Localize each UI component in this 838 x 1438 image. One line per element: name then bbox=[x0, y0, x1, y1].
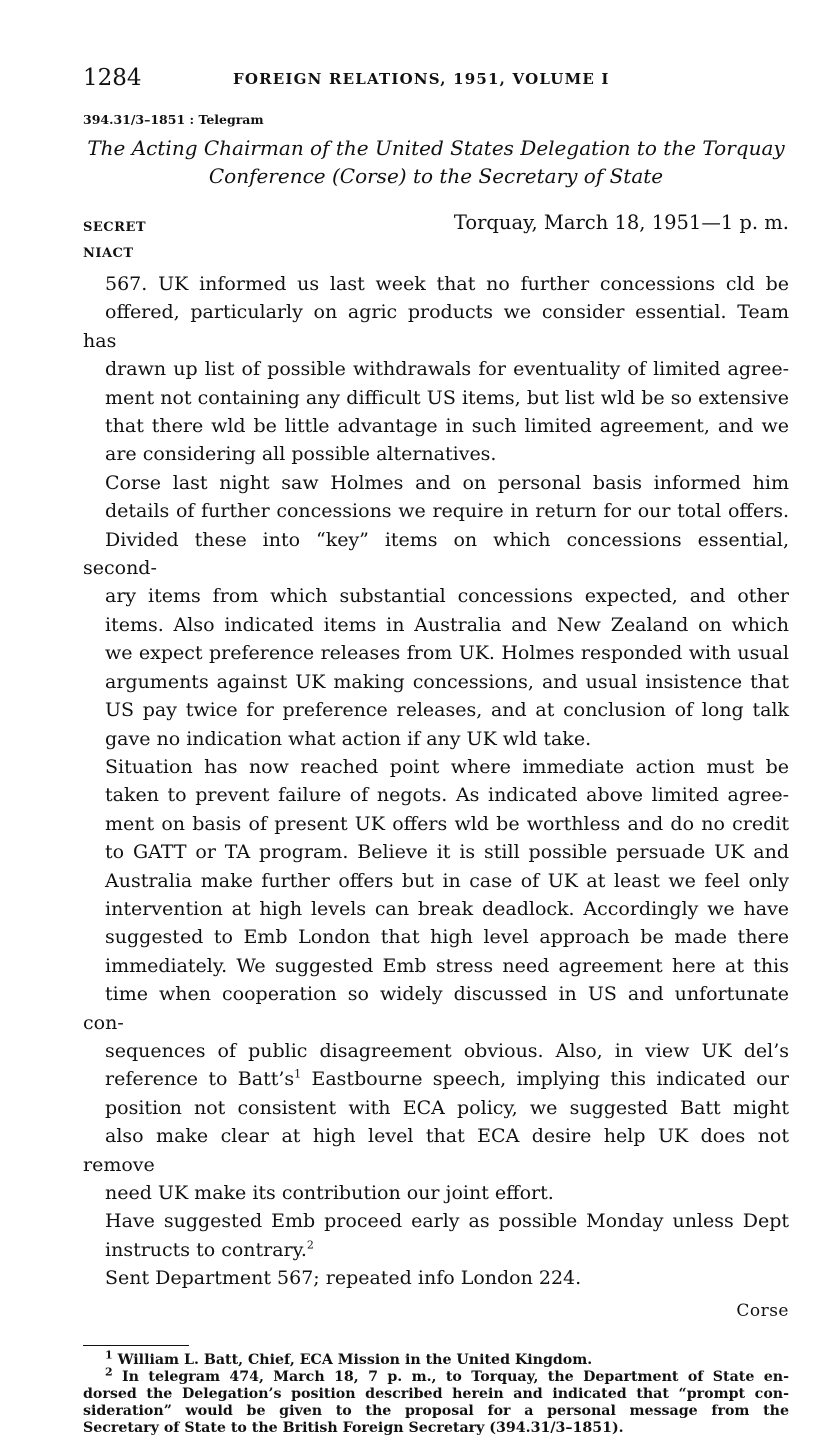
footnote-number: 1 bbox=[105, 1347, 113, 1361]
text-line: offered, particularly on agric products we consider essential. Team has bbox=[83, 301, 789, 352]
text-line: time when cooperation so widely discussed in US and unfortunate con- bbox=[83, 983, 789, 1034]
text-line: 567. UK informed us last week that no further concessions cld be bbox=[105, 273, 789, 295]
document-title-line: The Acting Chairman of the United States Delegation to the Torquay bbox=[87, 136, 785, 160]
file-reference: 394.31/3–1851 : Telegram bbox=[83, 112, 264, 127]
text-line: details of further concessions we require in return for our total offers. bbox=[105, 500, 789, 523]
text-line: Situation has now reached point where immediate action must be bbox=[105, 755, 789, 778]
text-fragment: reference to Batt’s bbox=[105, 1068, 295, 1091]
text-line: also make clear at high level that ECA desire help UK does not remove bbox=[83, 1125, 789, 1176]
footnote-line: sideration” would be given to the proposal for a personal message from the bbox=[83, 1403, 789, 1420]
text-line: are considering all possible alternatives. bbox=[105, 443, 497, 466]
text-line-with-footnote bbox=[83, 1236, 789, 1264]
signature: Corse bbox=[736, 1300, 789, 1321]
text-line: items. Also indicated items in Australia and New Zealand on which bbox=[105, 613, 789, 636]
text-line: Divided these into “key” items on which concessions essential, second- bbox=[83, 528, 789, 580]
document-title-line: Conference (Corse) to the Secretary of State bbox=[208, 164, 664, 188]
text-line: taken to prevent failure of negots. As indicated above limited agree- bbox=[105, 784, 789, 807]
page-number: 1284 bbox=[83, 65, 142, 91]
paragraph bbox=[83, 469, 789, 753]
running-title: FOREIGN RELATIONS, 1951, VOLUME I bbox=[233, 70, 610, 88]
dateline: Torquay, March 18, 1951—1 p. m. bbox=[453, 211, 789, 234]
footnote-line bbox=[83, 1365, 789, 1386]
text-line: gave no indication what action if any UK wld take. bbox=[105, 727, 592, 750]
text-line: to GATT or TA program. Believe it is still possible persuade UK and bbox=[105, 841, 789, 864]
paragraph bbox=[83, 270, 789, 469]
footnote-line: dorsed the Delegation’s position described herein and indicated that “prompt con- bbox=[83, 1386, 789, 1403]
text-line: sequences of public disagreement obvious. Also, in view UK del’s bbox=[105, 1039, 789, 1062]
telegram-body bbox=[83, 270, 789, 1293]
classification: SECRET bbox=[83, 220, 147, 235]
footnote-text: In telegram 474, March 18, 7 p. m., to Torquay, the Department of State en- bbox=[122, 1368, 789, 1385]
text-line: drawn up list of possible withdrawals for eventuality of limited agree- bbox=[105, 358, 789, 381]
paragraph bbox=[83, 1207, 789, 1264]
footnote-line: Secretary of State to the British Foreign Secretary (394.31/3–1851). bbox=[83, 1420, 624, 1437]
paragraph bbox=[83, 753, 789, 1208]
text-line: we expect preference releases from UK. Holmes responded with usual bbox=[105, 642, 789, 665]
text-line: immediately. We suggested Emb stress need agreement here at this bbox=[105, 954, 789, 977]
document-page bbox=[83, 62, 789, 1438]
footnote-1 bbox=[83, 1347, 789, 1369]
text-line: Corse last night saw Holmes and on personal basis informed him bbox=[105, 471, 789, 494]
text-line: position not consistent with ECA policy, we suggested Batt might bbox=[105, 1096, 789, 1119]
text-line: need UK make its contribution our joint effort. bbox=[105, 1182, 554, 1204]
classification-row bbox=[83, 210, 789, 244]
text-line: Sent Department 567; repeated info London 224. bbox=[105, 1267, 582, 1290]
text-line: arguments against UK making concessions, and usual insistence that bbox=[105, 670, 789, 693]
text-line: intervention at high levels can break deadlock. Accordingly we have bbox=[105, 897, 789, 920]
text-line: ment on basis of present UK offers wld be worthless and do no credit bbox=[105, 812, 789, 835]
footnote-text: William L. Batt, Chief, ECA Mission in the United Kingdom. bbox=[117, 1351, 593, 1368]
text-line: ment not containing any difficult US items, but list wld be so extensive bbox=[105, 386, 789, 409]
text-line: US pay twice for preference releases, and at conclusion of long talk bbox=[105, 699, 789, 722]
footnote-2-cont bbox=[83, 1386, 789, 1438]
footnote-2 bbox=[83, 1365, 789, 1386]
footnote-marker[interactable]: 1 bbox=[294, 1068, 302, 1082]
text-line-with-footnote bbox=[83, 1065, 789, 1093]
text-fragment: Eastbourne speech, implying this indicated our bbox=[311, 1068, 789, 1091]
text-line: Have suggested Emb proceed early as possible Monday unless Dept bbox=[105, 1210, 789, 1233]
running-head bbox=[83, 62, 789, 102]
text-line: ary items from which substantial concessions expected, and other bbox=[105, 585, 789, 608]
footnote-divider bbox=[83, 1345, 189, 1346]
text-line: suggested to Emb London that high level approach be made there bbox=[105, 926, 789, 949]
footnote-marker[interactable]: 2 bbox=[306, 1238, 314, 1252]
footnote-line bbox=[83, 1347, 789, 1369]
text-line: Australia make further offers but in case of UK at least we feel only bbox=[105, 869, 789, 892]
text-fragment: instructs to contrary. bbox=[105, 1238, 307, 1261]
paragraph bbox=[83, 1264, 789, 1292]
text-line: that there wld be little advantage in such limited agreement, and we bbox=[105, 415, 789, 438]
precedence: NIACT bbox=[83, 246, 134, 261]
footnote-number: 2 bbox=[105, 1365, 113, 1379]
document-title bbox=[83, 134, 789, 190]
footnotes bbox=[83, 1347, 789, 1438]
